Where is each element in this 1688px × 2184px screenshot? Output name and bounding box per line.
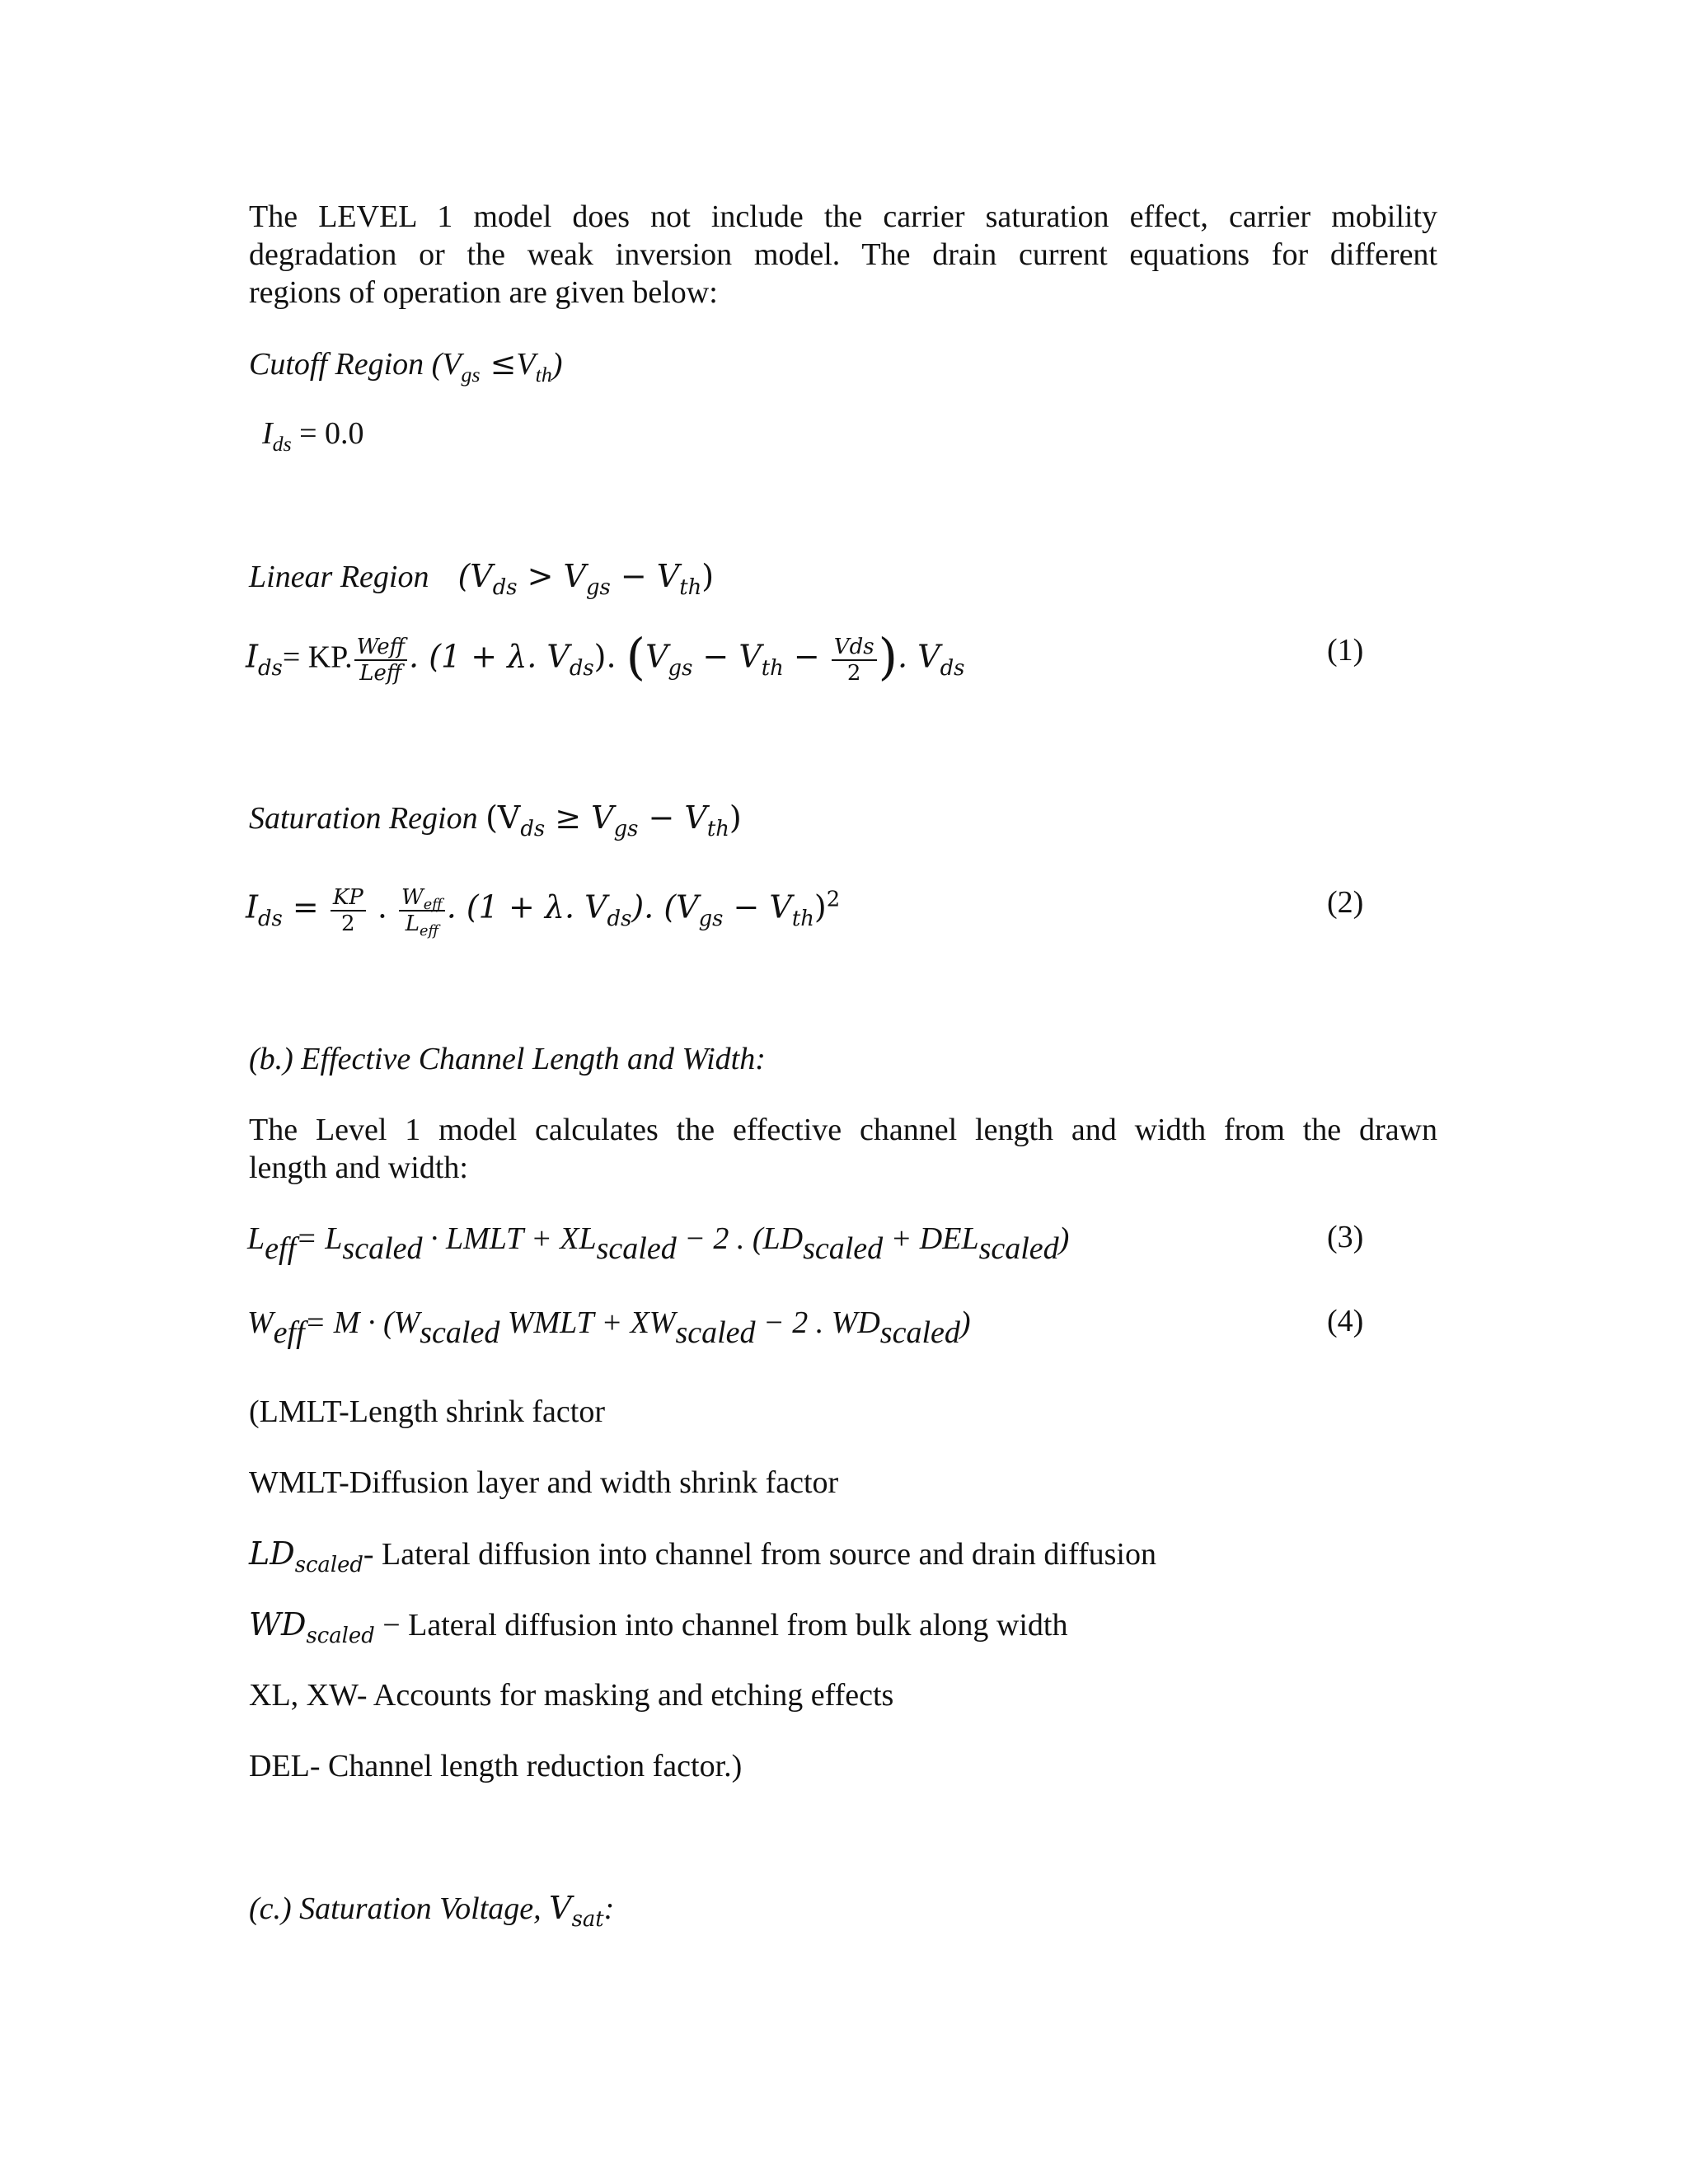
cutoff-cond-close: ) <box>551 347 563 382</box>
linear-eq-lhs: I <box>246 638 259 675</box>
saturation-frac-kp-2 <box>331 885 366 936</box>
equation-number-4: (4) <box>1327 1304 1364 1338</box>
linear-eq-paren-open: ( <box>626 628 646 687</box>
linear-eq-tail-sub: ds <box>940 655 965 681</box>
saturation-heading-text: Saturation Region <box>249 801 486 836</box>
linear-eq-v1: V <box>645 638 668 675</box>
section-b-line-1: The Level 1 model calculates the effective channel length and width from the drawn <box>249 1113 1437 1147</box>
linear-cond-c: − V <box>610 558 680 594</box>
linear-frac2-den: 2 <box>846 661 861 686</box>
saturation-heading <box>249 799 742 842</box>
definition-ld-text: - Lateral diffusion into channel from source and drain diffusion <box>363 1537 1156 1572</box>
equation-number-1: (1) <box>1327 633 1364 668</box>
cutoff-heading-text: Cutoff Region ( <box>249 347 443 382</box>
saturation-eq-lhs-sub: ds <box>258 906 283 931</box>
saturation-frac2-num <box>399 885 445 912</box>
definition-wd <box>249 1605 1068 1649</box>
linear-cond-sub3: th <box>679 575 702 601</box>
eq3-l2: L <box>325 1221 343 1256</box>
definition-wd-sub: scaled <box>306 1624 375 1649</box>
section-c-heading-text: (c.) Saturation Voltage, <box>249 1891 550 1926</box>
eq3-p1: · LMLT + XL <box>422 1221 597 1256</box>
definition-wd-text: − Lateral diffusion into channel from bulk along width <box>374 1608 1068 1643</box>
linear-eq-v2-sub: th <box>761 655 784 681</box>
section-c-colon: : <box>603 1891 615 1926</box>
definition-ld-sub: scaled <box>294 1553 363 1578</box>
linear-eq-v1-sub: gs <box>668 655 693 681</box>
linear-cond-sub1: ds <box>492 575 518 601</box>
linear-frac-den: Leff <box>359 661 402 686</box>
saturation-equation <box>246 885 841 940</box>
saturation-frac2-den-l: L <box>405 912 420 936</box>
linear-cond-close: ) <box>701 558 715 594</box>
linear-eq-part2: ). <box>593 638 626 675</box>
cutoff-eq-lhs: I <box>262 416 273 451</box>
linear-heading-text: Linear Region <box>249 560 429 594</box>
saturation-eq-part1: . (1 + λ. V <box>446 888 607 926</box>
saturation-cond-c: − V <box>638 799 707 836</box>
intro-line-1: The LEVEL 1 model does not include the carrier saturation effect, carrier mobility <box>249 199 1437 234</box>
cutoff-cond-v-sub: gs <box>461 363 481 387</box>
linear-eq-kp: = KP. <box>282 640 353 675</box>
saturation-dot: . <box>367 888 397 926</box>
linear-eq-minus: − V <box>692 638 762 675</box>
linear-frac-vds-2 <box>832 635 877 686</box>
saturation-cond-sub3: th <box>706 817 729 842</box>
saturation-eq-minus: − V <box>723 888 792 926</box>
eq3-scaled2: scaled <box>596 1231 677 1266</box>
cutoff-cond-v2-sub: th <box>535 363 552 387</box>
eq4-p0: = M · (W <box>304 1305 420 1340</box>
section-b-line-2: length and width: <box>249 1151 468 1185</box>
saturation-eq-part2: ). (V <box>631 888 699 926</box>
saturation-cond-b: ≥ V <box>545 799 614 836</box>
saturation-frac2-num-w: W <box>401 885 424 910</box>
linear-cond-a: (V <box>457 558 493 594</box>
section-c-v: V <box>549 1890 572 1926</box>
section-b-heading: (b.) Effective Channel Length and Width: <box>249 1042 766 1076</box>
definition-wmlt: WMLT-Diffusion layer and width shrink factor <box>249 1465 839 1500</box>
section-b-paragraph <box>249 1111 1437 1187</box>
linear-heading <box>249 557 715 601</box>
eq4-scaled2: scaled <box>675 1315 756 1350</box>
eq4-p2: − 2 . WD <box>755 1305 880 1340</box>
eq3-p4: ) <box>1058 1221 1070 1256</box>
saturation-condition <box>485 799 742 842</box>
cutoff-cond-v: V <box>442 347 462 382</box>
linear-equation <box>246 628 965 687</box>
eq4-p1: WMLT + XW <box>499 1305 676 1340</box>
saturation-eq-v2-sub: th <box>791 906 814 931</box>
eq3-eq: = <box>296 1221 326 1256</box>
saturation-frac1-num: KP <box>331 885 366 912</box>
linear-frac-weff-leff <box>354 635 407 686</box>
cutoff-cond-v2: V <box>516 347 536 382</box>
definition-lmlt: (LMLT-Length shrink factor <box>249 1394 605 1429</box>
definition-wd-symbol: WD <box>249 1606 307 1643</box>
linear-cond-sub2: gs <box>586 575 611 601</box>
eq3-eff: eff <box>265 1231 297 1266</box>
definition-xlxw: XL, XW- Accounts for masking and etching effects <box>249 1678 894 1713</box>
saturation-cond-close: ) <box>729 799 742 836</box>
eq4-scaled1: scaled <box>420 1315 500 1350</box>
equation-number-3: (3) <box>1327 1220 1364 1254</box>
cutoff-equation <box>262 415 364 457</box>
intro-line-3: regions of operation are given below: <box>249 275 718 310</box>
linear-frac-num: Weff <box>354 635 407 661</box>
cutoff-eq-rhs: = 0.0 <box>291 416 364 451</box>
linear-eq-tail: . V <box>897 638 940 675</box>
definition-ld <box>249 1535 1156 1578</box>
cutoff-eq-lhs-sub: ds <box>272 432 292 457</box>
saturation-eq-part1-sub: ds <box>607 906 632 931</box>
saturation-eq-close: ) <box>814 888 827 926</box>
saturation-frac2-num-sub: eff <box>423 897 443 914</box>
cutoff-heading <box>249 344 563 387</box>
linear-frac2-num: Vds <box>832 635 877 661</box>
eq4-scaled3: scaled <box>879 1315 960 1350</box>
eq3-scaled4: scaled <box>978 1231 1059 1266</box>
equation-3 <box>247 1220 1070 1266</box>
saturation-frac2-den-sub: eff <box>419 923 438 940</box>
saturation-cond-a: (V <box>485 799 521 836</box>
eq3-l: L <box>247 1221 265 1256</box>
linear-cond-b: > V <box>517 558 587 594</box>
linear-eq-paren-close: ) <box>878 628 898 687</box>
eq4-eff: eff <box>273 1315 305 1350</box>
intro-line-2: degradation or the weak inversion model. The drain current equations for different <box>249 237 1437 272</box>
eq3-p2: − 2 . (LD <box>676 1221 804 1256</box>
section-c-v-sub: sat <box>571 1907 604 1933</box>
saturation-eq-eq: = <box>282 888 329 926</box>
eq3-p3: + DEL <box>883 1221 979 1256</box>
section-c-heading <box>249 1889 615 1933</box>
eq4-w: W <box>247 1305 274 1340</box>
linear-eq-minus2: − <box>783 638 830 675</box>
eq3-scaled3: scaled <box>803 1231 884 1266</box>
saturation-frac2-den <box>399 912 445 940</box>
definition-del: DEL- Channel length reduction factor.) <box>249 1749 743 1783</box>
saturation-eq-v1-sub: gs <box>698 906 724 931</box>
saturation-eq-lhs: I <box>246 888 259 926</box>
saturation-frac-weff-leff <box>399 885 445 940</box>
saturation-eq-sup: 2 <box>826 887 841 912</box>
saturation-frac1-den: 2 <box>341 912 355 936</box>
linear-eq-lhs-sub: ds <box>258 655 283 681</box>
definition-ld-symbol: LD <box>249 1535 295 1572</box>
linear-eq-part1: . (1 + λ. V <box>409 638 570 675</box>
saturation-cond-sub2: gs <box>613 817 639 842</box>
linear-eq-part1-sub: ds <box>569 655 594 681</box>
cutoff-cond-op: ≤ <box>480 345 517 382</box>
eq3-scaled1: scaled <box>342 1231 423 1266</box>
intro-paragraph <box>249 198 1437 312</box>
equation-4 <box>247 1304 971 1350</box>
saturation-cond-sub1: ds <box>520 817 546 842</box>
equation-number-2: (2) <box>1327 885 1364 920</box>
eq4-p3: ) <box>959 1305 971 1340</box>
linear-condition <box>457 558 715 601</box>
